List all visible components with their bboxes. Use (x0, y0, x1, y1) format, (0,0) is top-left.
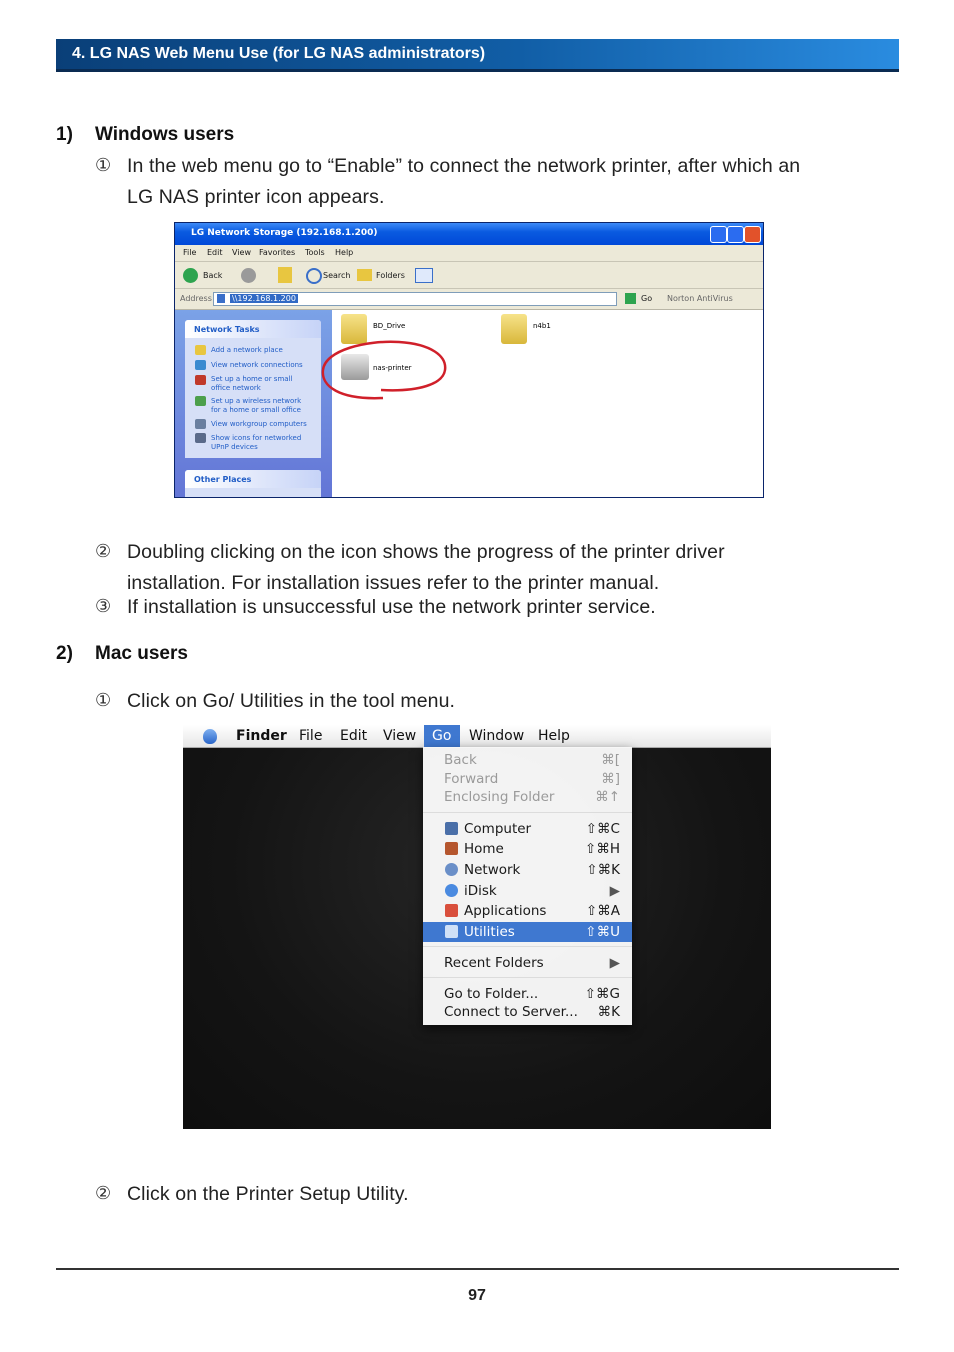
network-tasks-header[interactable]: Network Tasks (185, 320, 321, 338)
step-marker: ① (95, 690, 112, 710)
section-2-number: 2) (56, 643, 73, 664)
menu-item-connect-to-server[interactable]: Connect to Server... ⌘K (444, 1004, 620, 1020)
menu-item-forward: Forward ⌘] (444, 771, 620, 787)
go-dropdown-menu (423, 747, 632, 1025)
section-1-number: 1) (56, 124, 73, 145)
menu-separator (423, 977, 632, 978)
other-places-header[interactable]: Other Places (185, 470, 321, 488)
menubar-help[interactable]: Help (538, 728, 570, 744)
mac-menubar (183, 725, 771, 748)
search-icon[interactable] (306, 268, 322, 284)
step-text: installation. For installation issues refer to the printer manual. (127, 572, 660, 594)
footer-divider (56, 1268, 899, 1270)
computer-icon (445, 822, 458, 835)
go-arrow-icon[interactable] (625, 293, 636, 304)
section-2-title: Mac users (95, 643, 188, 664)
window-titlebar (175, 223, 763, 245)
menu-item-network[interactable]: Network ⇧⌘K (423, 860, 632, 880)
windows-explorer-screenshot (174, 222, 764, 498)
step-marker: ① (95, 155, 112, 175)
window-toolbar (175, 262, 763, 289)
add-place-icon (195, 345, 206, 355)
home-icon (445, 842, 458, 855)
mac-finder-screenshot (183, 725, 771, 1129)
search-button[interactable]: Search (323, 271, 351, 280)
step-text: Doubling clicking on the icon shows the progress of the printer driver (127, 541, 725, 563)
minimize-icon[interactable] (710, 226, 727, 243)
menu-separator (423, 946, 632, 947)
idisk-icon (445, 884, 458, 897)
printer-name[interactable]: nas-printer (373, 364, 412, 372)
menu-tools[interactable]: Tools (305, 248, 325, 257)
shared-folder-icon[interactable] (501, 314, 527, 344)
file-name[interactable]: n4b1 (533, 322, 551, 330)
task-link[interactable]: Set up a wireless network (211, 397, 302, 405)
network-connections-icon (195, 360, 206, 370)
section-1-title: Windows users (95, 124, 235, 145)
network-drive-icon (217, 294, 225, 303)
forward-icon[interactable] (241, 268, 256, 283)
menubar-view[interactable]: View (383, 728, 417, 744)
address-value: \\192.168.1.200 (232, 294, 296, 303)
address-input[interactable] (213, 292, 617, 306)
apple-icon[interactable] (203, 729, 217, 744)
folders-button[interactable]: Folders (376, 271, 405, 280)
menu-item-home[interactable]: Home ⇧⌘H (423, 839, 632, 859)
antivirus-toolbar[interactable]: Norton AntiVirus (667, 294, 733, 303)
menubar-window[interactable]: Window (469, 728, 525, 744)
task-link[interactable]: UPnP devices (211, 443, 258, 451)
menu-help[interactable]: Help (335, 248, 354, 257)
utilities-folder-icon (445, 925, 458, 938)
file-name[interactable]: BD_Drive (373, 322, 406, 330)
views-icon[interactable] (415, 268, 433, 283)
task-link[interactable]: Show icons for networked (211, 434, 302, 442)
applications-icon (445, 904, 458, 917)
maximize-icon[interactable] (727, 226, 744, 243)
menu-item-enclosing-folder: Enclosing Folder ⌘↑ (444, 789, 620, 805)
step-text: Click on Go/ Utilities in the tool menu. (127, 690, 456, 712)
menu-item-recent-folders[interactable]: Recent Folders ▶ (444, 955, 620, 971)
other-places-panel (185, 470, 321, 498)
step-text: Click on the Printer Setup Utility. (127, 1183, 409, 1205)
back-icon[interactable] (183, 268, 198, 283)
menu-favorites[interactable]: Favorites (259, 248, 296, 257)
window-title: LG Network Storage (192.168.1.200) (191, 228, 378, 238)
upnp-icon (195, 433, 206, 443)
close-icon[interactable] (744, 226, 761, 243)
chapter-header (56, 39, 899, 72)
wireless-network-icon (195, 396, 206, 406)
address-label: Address (180, 294, 212, 303)
task-link[interactable]: office network (211, 384, 261, 392)
menu-item-idisk[interactable]: iDisk ▶ (423, 881, 632, 901)
submenu-arrow-icon: ▶ (609, 955, 620, 971)
submenu-arrow-icon: ▶ (609, 883, 620, 899)
menubar-finder[interactable]: Finder (236, 728, 287, 744)
task-link[interactable]: Set up a home or small (211, 375, 293, 383)
home-network-icon (195, 375, 206, 385)
step-marker: ② (95, 541, 112, 561)
menubar-edit[interactable]: Edit (340, 728, 368, 744)
step-text: LG NAS printer icon appears. (127, 186, 385, 208)
menu-file[interactable]: File (183, 248, 197, 257)
network-tasks-panel (185, 320, 321, 458)
task-link[interactable]: View network connections (211, 361, 303, 369)
go-button[interactable]: Go (641, 294, 653, 303)
workgroup-icon (195, 419, 206, 429)
task-link[interactable]: View workgroup computers (211, 420, 307, 428)
step-marker: ② (95, 1183, 112, 1203)
step-marker: ③ (95, 596, 112, 616)
chapter-title: 4. LG NAS Web Menu Use (for LG NAS administrators) (72, 45, 486, 62)
back-button[interactable]: Back (203, 271, 223, 280)
menubar-file[interactable]: File (299, 728, 323, 744)
page-number: 97 (468, 1287, 486, 1304)
menu-item-go-to-folder[interactable]: Go to Folder... ⇧⌘G (444, 986, 620, 1002)
step-text: In the web menu go to “Enable” to connect the network printer, after which an (127, 155, 801, 177)
up-folder-icon[interactable] (278, 267, 292, 283)
task-pane (175, 310, 332, 497)
file-list-area (333, 310, 763, 497)
menu-item-back: Back ⌘[ (444, 752, 620, 768)
menu-item-applications[interactable]: Applications ⇧⌘A (423, 901, 632, 921)
menu-item-computer[interactable]: Computer ⇧⌘C (423, 819, 632, 839)
menu-separator (423, 812, 632, 813)
menu-edit[interactable]: Edit (207, 248, 223, 257)
step-text: If installation is unsuccessful use the network printer service. (127, 596, 656, 618)
menubar-go[interactable]: Go (432, 728, 452, 744)
network-icon (445, 863, 458, 876)
address-bar (175, 289, 763, 310)
task-link[interactable]: for a home or small office (211, 406, 301, 414)
task-link[interactable]: Add a network place (211, 346, 283, 354)
menu-item-utilities[interactable]: Utilities ⇧⌘U (423, 922, 632, 942)
menu-view[interactable]: View (232, 248, 251, 257)
window-menubar (175, 245, 763, 262)
highlight-circle (319, 338, 449, 400)
folders-icon[interactable] (357, 269, 372, 281)
